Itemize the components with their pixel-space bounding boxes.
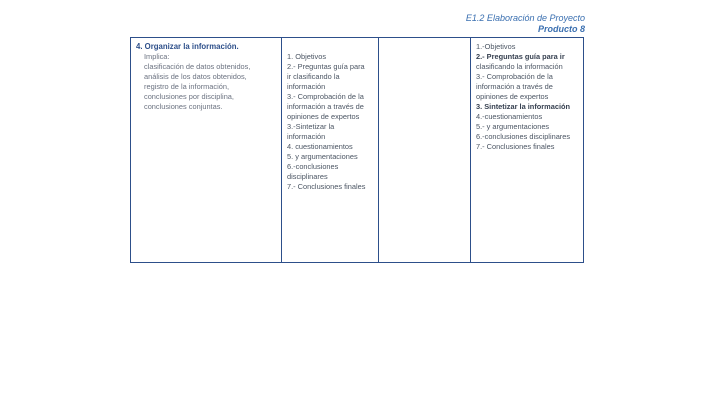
summary-line: 4.-cuestionamientos [476, 112, 543, 121]
summary-line: 2.- Preguntas guía para ir [476, 52, 565, 61]
step-line: 3.- Comprobación de la [287, 92, 364, 101]
summary-line: 6.-conclusiones disciplinares [476, 132, 571, 141]
activity-title: 4. Organizar la información. [136, 42, 239, 51]
step-line: información [287, 132, 326, 141]
step-line: ir clasificando la [287, 72, 340, 81]
activity-table [130, 37, 584, 263]
step-line: 1. Objetivos [287, 52, 327, 61]
step-line: 5. y argumentaciones [287, 152, 358, 161]
step-line: 4. cuestionamientos [287, 142, 353, 151]
document-header [466, 13, 585, 35]
step-line: 2.- Preguntas guía para [287, 62, 365, 71]
table-cell-summary [471, 38, 583, 262]
document-subtitle: Producto 8 [537, 24, 585, 34]
description-line: registro de la información, [144, 82, 230, 91]
step-line: información a través de [287, 102, 364, 111]
step-line: 7.- Conclusiones finales [287, 182, 366, 191]
summary-line: información a través de [476, 82, 553, 91]
description-line: clasificación de datos obtenidos, [144, 62, 251, 71]
table-cell-activity [131, 38, 282, 262]
description-line: conclusiones conjuntas. [144, 102, 223, 111]
summary-line: opiniones de expertos [476, 92, 549, 101]
summary-line: 5.- y argumentaciones [476, 122, 550, 131]
step-line: disciplinares [287, 172, 328, 181]
step-line: 6.-conclusiones [287, 162, 339, 171]
document-title: E1.2 Elaboración de Proyecto [465, 13, 585, 23]
summary-line: clasificando la información [476, 62, 563, 71]
step-line: información [287, 82, 326, 91]
description-line: conclusiones por disciplina, [144, 92, 234, 101]
summary-line: 3. Sintetizar la información [476, 102, 571, 111]
step-line: 3.-Sintetizar la [287, 122, 335, 131]
summary-line: 7.- Conclusiones finales [476, 142, 555, 151]
description-line: análisis de los datos obtenidos, [144, 72, 247, 81]
table-cell-steps [282, 38, 379, 262]
summary-line: 3.- Comprobación de la [476, 72, 553, 81]
summary-line: 1.-Objetivos [476, 42, 516, 51]
description-line: Implica: [144, 52, 170, 61]
table-cell-empty [379, 38, 471, 262]
activity-description [136, 52, 276, 112]
step-line: opiniones de expertos [287, 112, 360, 121]
